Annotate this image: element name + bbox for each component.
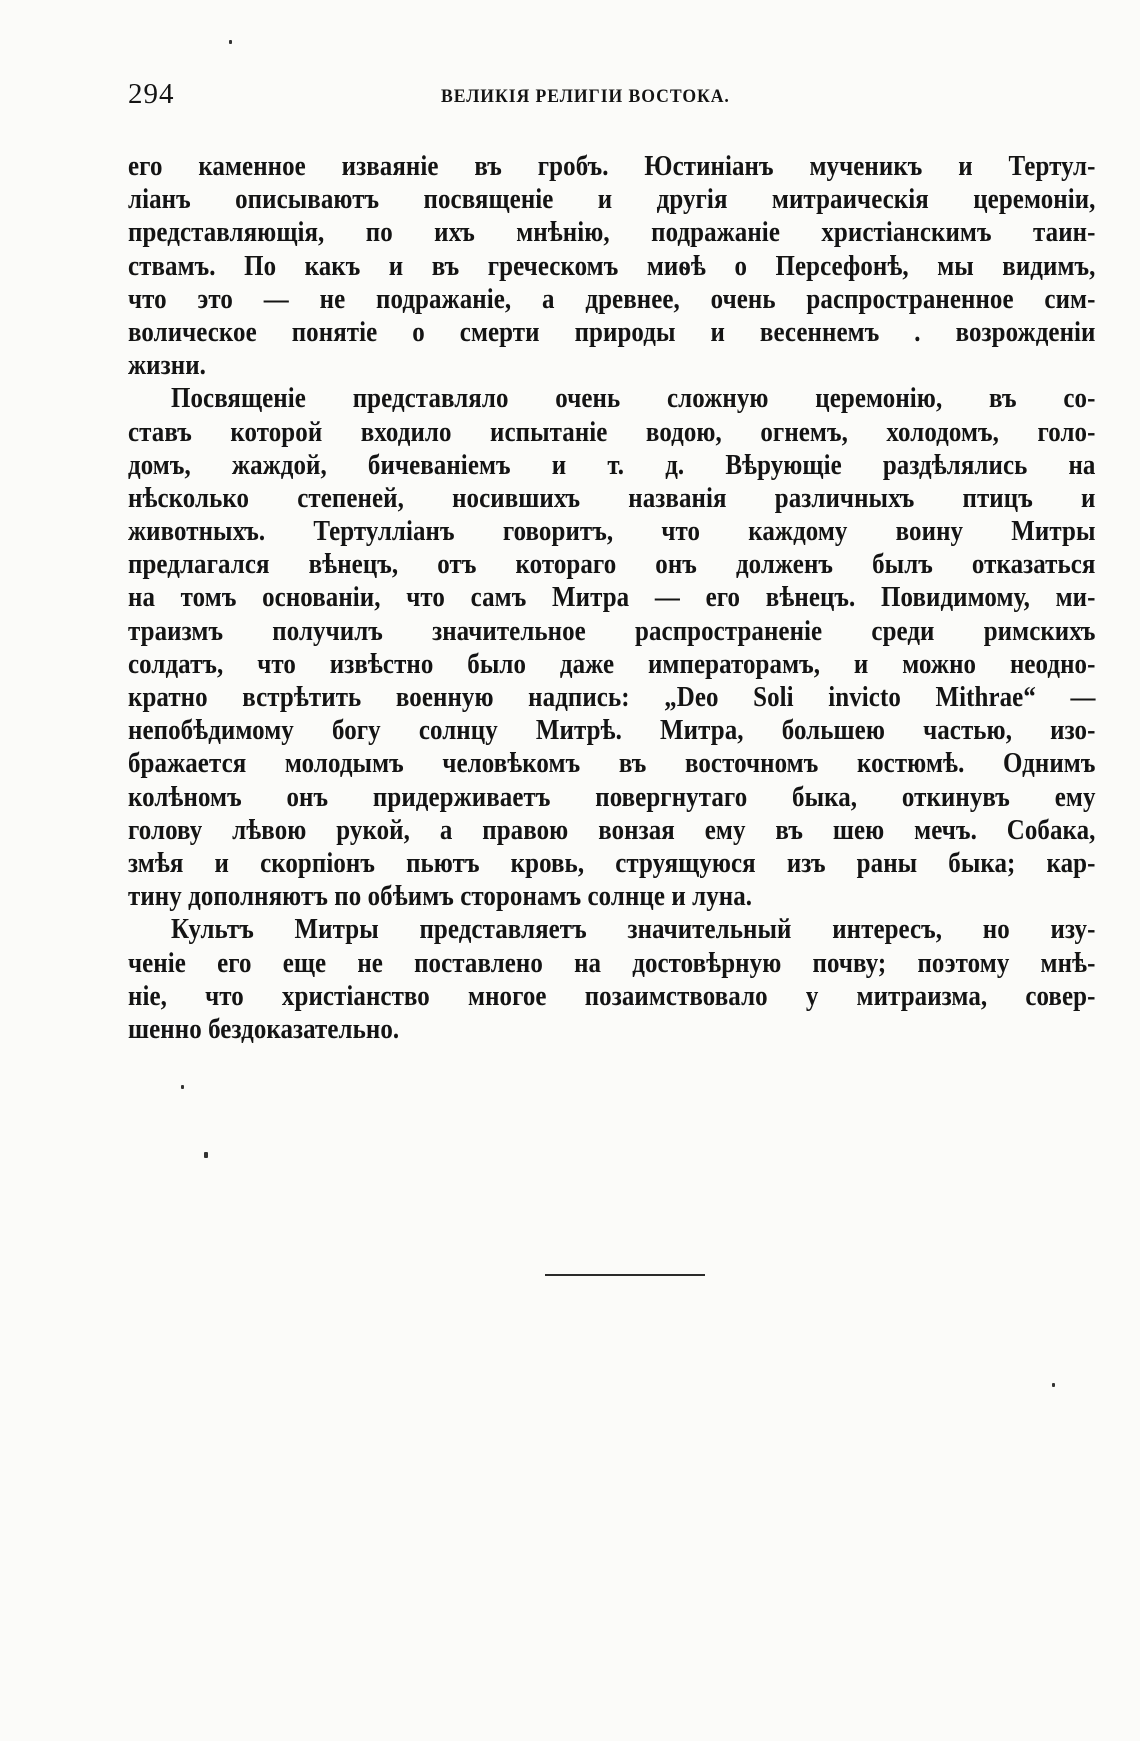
- text-line: волическое понятіе о смерти природы и весеннемъ . возрожденіи: [128, 315, 1096, 348]
- text-line: его каменное изваяніе въ гробъ. Юстиніанъ мученикъ и Тертул-: [128, 150, 1096, 182]
- text-line: траизмъ получилъ значительное распространеніе среди римскихъ: [128, 614, 1096, 647]
- paragraph-2: [128, 382, 1096, 913]
- text-line: ченіе его еще не поставлено на достовѣрную почву; поэтому мнѣ-: [128, 946, 1096, 979]
- text-line: кратно встрѣтить военную надпись: „Deo Soli invicto Mithrae“ —: [128, 681, 1096, 713]
- print-speck: [1052, 1383, 1055, 1387]
- text-line: домъ, жаждой, бичеваніемъ и т. д. Вѣрующіе раздѣлялись на: [128, 448, 1096, 481]
- paragraph-3: [128, 913, 1096, 1046]
- text-line: нѣсколько степеней, носившихъ названія различныхъ птицъ и: [128, 481, 1096, 514]
- print-speck: [229, 40, 232, 44]
- running-title: ВЕЛИКІЯ РЕЛИГІИ ВОСТОКА.: [441, 86, 730, 107]
- text-line: Посвященіе представляло очень сложную церемонію, въ со-: [171, 382, 1096, 415]
- text-line: ліанъ описываютъ посвященіе и другія митраическія церемоніи,: [128, 183, 1096, 216]
- text-line: бражается молодымъ человѣкомъ въ восточномъ костюмѣ. Однимъ: [128, 747, 1096, 780]
- text-line: тину дополняютъ по обѣимъ сторонамъ солнце и луна.: [128, 880, 753, 913]
- running-header: [128, 78, 1096, 118]
- text-line: представляющія, по ихъ мнѣнію, подражаніе христіанскимъ таин-: [128, 216, 1096, 249]
- text-line: колѣномъ онъ придерживаетъ повергнутаго быка, откинувъ ему: [128, 780, 1096, 813]
- text-line: что это — не подражаніе, а древнее, очень распространенное сим-: [128, 282, 1096, 315]
- text-line: Культъ Митры представляетъ значительный интересъ, но изу-: [171, 913, 1096, 946]
- text-line: ніе, что христіанство многое позаимствовало у митраизма, совер-: [128, 979, 1096, 1012]
- text-line: животныхъ. Тертулліанъ говоритъ, что каждому воину Митры: [128, 515, 1096, 548]
- print-speck: [204, 1152, 208, 1158]
- section-end-rule: [545, 1274, 705, 1276]
- text-line: непобѣдимому богу солнцу Митрѣ. Митра, большею частью, изо-: [128, 714, 1096, 747]
- text-line: на томъ основаніи, что самъ Митра — его вѣнецъ. Повидимому, ми-: [128, 581, 1096, 614]
- text-line: змѣя и скорпіонъ пьютъ кровь, струящуюся изъ раны быка; кар-: [128, 846, 1096, 879]
- text-line: предлагался вѣнецъ, отъ котораго онъ долженъ былъ отказаться: [128, 548, 1096, 581]
- paragraph-1: [128, 150, 1096, 382]
- page-number: 294: [128, 78, 175, 110]
- text-line: жизни.: [128, 349, 206, 382]
- print-speck: [181, 1085, 184, 1089]
- text-line: шенно бездоказательно.: [128, 1012, 400, 1045]
- text-line: ствамъ. По какъ и въ греческомъ миѳѣ о Персефонѣ, мы видимъ,: [128, 249, 1096, 282]
- text-line: солдатъ, что извѣстно было даже императорамъ, и можно неодно-: [128, 647, 1096, 680]
- body-text: [128, 150, 1096, 1046]
- text-line: ставъ которой входило испытаніе водою, огнемъ, холодомъ, голо-: [128, 415, 1096, 448]
- text-line: голову лѣвою рукой, а правою вонзая ему въ шею мечъ. Собака,: [128, 813, 1096, 846]
